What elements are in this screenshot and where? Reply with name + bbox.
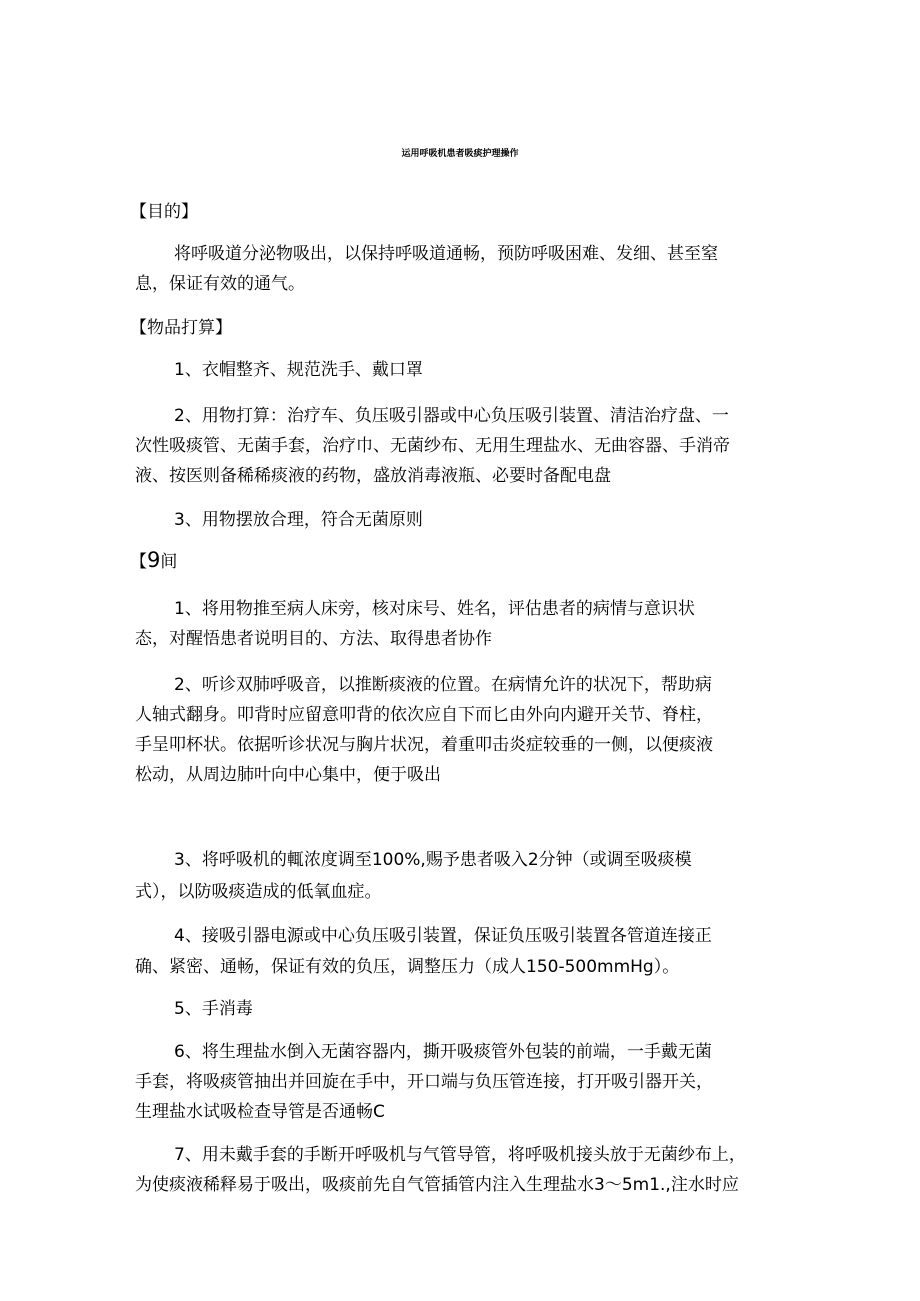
heading-number: 9 bbox=[147, 548, 161, 572]
paragraph-line: 式），以防吸痰造成的低氧血症。 bbox=[135, 882, 382, 902]
paragraph-line: 2、听诊双肺呼吸音，以推断痰液的位置。在病情允许的状况下，帮助病 bbox=[174, 675, 712, 695]
paragraph-line: 生理盐水试吸检查导管是否通畅C bbox=[135, 1102, 385, 1122]
section-heading-steps bbox=[130, 548, 177, 574]
list-item: 3、用物摆放合理，符合无菌原则 bbox=[174, 510, 423, 530]
paragraph-line: 手呈叩杯状。依据听诊状况与胸片状况，着重叩击炎症较垂的一侧，以便痰液 bbox=[135, 735, 713, 755]
paragraph-line: 7、用未戴手套的手断开呼吸机与气管导管，将呼吸机接头放于无菌纱布上， bbox=[174, 1145, 746, 1165]
paragraph-line: 手套，将吸痰管抽出并回旋在手中，开口端与负压管连接，打开吸引器开关， bbox=[135, 1072, 713, 1092]
paragraph-line: 1、将用物推至病人床旁，核对床号、姓名，评估患者的病情与意识状 bbox=[174, 599, 695, 619]
paragraph-line: 息，保证有效的通气。 bbox=[135, 274, 305, 294]
paragraph-line: 3、将呼吸机的輒浓度调至100%,赐予患者吸入2分钟（或调至吸痰模 bbox=[174, 850, 692, 870]
document-title: 运用呼吸机患者吸痰护理操作 bbox=[401, 149, 519, 159]
paragraph-line: 次性吸痰管、无菌手套，治疗巾、无菌纱布、无用生理盐水、无曲容器、手消帝 bbox=[135, 436, 730, 456]
list-item: 1、衣帽整齐、规范洗手、戴口罩 bbox=[174, 360, 423, 380]
paragraph-line: 液、按医则备稀稀痰液的药物，盛放消毒液瓶、必要时备配电盘 bbox=[135, 466, 611, 486]
paragraph-line: 确、紧密、通畅，保证有效的负压，调整压力（成人150-500mmHg）。 bbox=[135, 957, 680, 977]
heading-bracket: 【 bbox=[130, 552, 147, 572]
list-item: 5、手消毒 bbox=[174, 999, 253, 1019]
paragraph-line: 2、用物打算：治疗车、负压吸引器或中心负压吸引装置、清洁治疗盘、一 bbox=[174, 406, 729, 426]
section-heading-items: 【物品打算】 bbox=[130, 318, 232, 338]
paragraph-line: 4、接吸引器电源或中心负压吸引装置，保证负压吸引装置各管道连接正 bbox=[174, 926, 712, 946]
paragraph-line: 人轴式翻身。叩背时应留意叩背的依次应自下而匕由外向内避开关节、脊柱， bbox=[135, 705, 713, 725]
paragraph-line: 将呼吸道分泌物吸出，以保持呼吸道通畅，预防呼吸困难、发细、甚至窒 bbox=[174, 244, 718, 264]
paragraph-line: 态，对醒悟患者说明目的、方法、取得患者协作 bbox=[135, 629, 492, 649]
section-heading-purpose: 【目的】 bbox=[130, 202, 198, 222]
paragraph-line: 为使痰液稀释易于吸出，吸痰前先自气管插管内注入生理盐水3～5m1.,注水时应 bbox=[135, 1175, 739, 1195]
paragraph-line: 松动，从周边肺叶向中心集中，便于吸出 bbox=[135, 765, 441, 785]
paragraph-line: 6、将生理盐水倒入无菌容器内，撕开吸痰管外包装的前端，一手戴无菌 bbox=[174, 1042, 712, 1062]
heading-text: 间 bbox=[160, 552, 178, 572]
